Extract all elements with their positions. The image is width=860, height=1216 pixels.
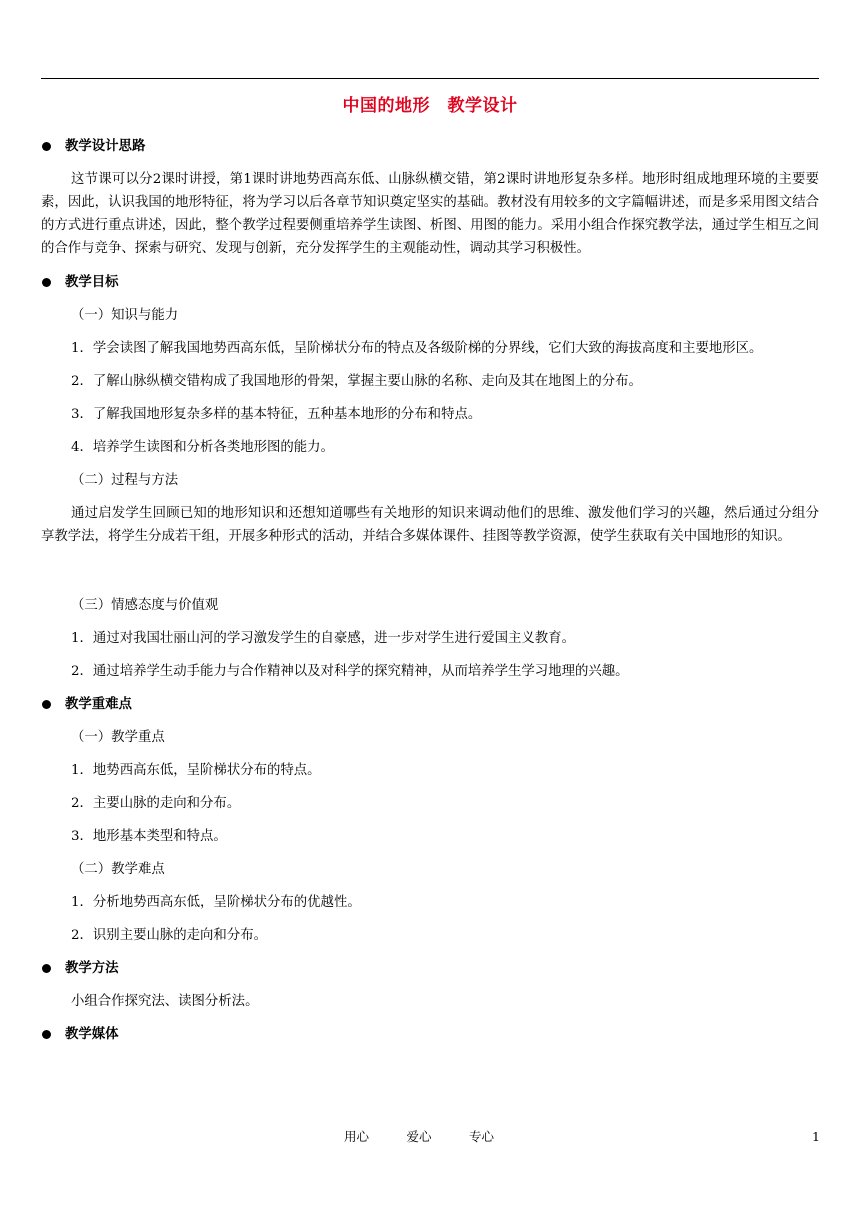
heading-text: 教学媒体 <box>65 1027 119 1042</box>
footer-motto: 用心 爱心 专心 <box>344 1129 495 1144</box>
list-item: 1．学会读图了解我国地势西高东低，呈阶梯状分布的特点及各级阶梯的分界线，它们大致的海拔高度和主要地形区。 <box>71 341 763 356</box>
list-item: 2．识别主要山脉的走向和分布。 <box>71 928 267 943</box>
subheading-knowledge: （一）知识与能力 <box>71 308 179 323</box>
list-item: 4．培养学生读图和分析各类地形图的能力。 <box>71 440 334 455</box>
list-item: 1．分析地势西高东低，呈阶梯状分布的优越性。 <box>71 895 361 910</box>
bullet-icon <box>42 142 51 151</box>
list-item: 2．通过培养学生动手能力与合作精神以及对科学的探究精神，从而培养学生学习地理的兴趣。 <box>71 664 629 679</box>
subheading-attitude: （三）情感态度与价值观 <box>71 598 219 613</box>
heading-text: 教学目标 <box>65 275 119 290</box>
heading-text: 教学方法 <box>65 961 119 976</box>
page-number: 1 <box>812 1129 820 1144</box>
bullet-icon <box>42 1030 51 1039</box>
header-rule <box>41 78 819 79</box>
subheading-key-points: （一）教学重点 <box>71 730 165 745</box>
page-footer <box>0 1127 860 1147</box>
bullet-icon <box>42 964 51 973</box>
document-body <box>41 135 819 1046</box>
heading-text: 教学重难点 <box>65 697 132 712</box>
list-item: 2．主要山脉的走向和分布。 <box>71 796 241 811</box>
list-item: 3．地形基本类型和特点。 <box>71 829 227 844</box>
section-heading-methods <box>41 957 819 980</box>
methods-text: 小组合作探究法、读图分析法。 <box>71 994 259 1009</box>
section-heading-design-ideas <box>41 135 819 158</box>
subheading-process: （二）过程与方法 <box>71 473 179 488</box>
section-heading-key-points <box>41 693 819 716</box>
list-item: 3．了解我国地形复杂多样的基本特征，五种基本地形的分布和特点。 <box>71 407 482 422</box>
list-item: 2．了解山脉纵横交错构成了我国地形的骨架，掌握主要山脉的名称、走向及其在地图上的分布。 <box>71 374 642 389</box>
paragraph-process: 通过启发学生回顾已知的地形知识和还想知道哪些有关地形的知识来调动他们的思维、激发他们学习的兴趣，然后通过分组分享教学法，将学生分成若干组，开展多种形式的活动，并结合多媒体课件、挂图等教学资源，使学生获取有关中国地形的知识。 <box>41 506 819 544</box>
document-title: 中国的地形 教学设计 <box>342 96 518 116</box>
subheading-difficulties: （二）教学难点 <box>71 862 165 877</box>
section-heading-media <box>41 1023 819 1046</box>
heading-text: 教学设计思路 <box>65 139 146 154</box>
list-item: 1．地势西高东低，呈阶梯状分布的特点。 <box>71 763 321 778</box>
list-item: 1．通过对我国壮丽山河的学习激发学生的自豪感，进一步对学生进行爱国主义教育。 <box>71 631 575 646</box>
paragraph-design-ideas: 这节课可以分2课时讲授，第1课时讲地势西高东低、山脉纵横交错，第2课时讲地形复杂多样。地形时组成地理环境的主要要素，因此，认识我国的地形特征，将为学习以后各章节知识奠定坚实的基础。教材没有用较多的文字篇幅讲述，而是多采用图文结合的方式进行重点讲述，因此，整个教学过程要侧重培养学生读图、析图、用图的能力。采用小组合作探究教学法，通过学生相互之间的合作与竞争、探索与研究、发现与创新，充分发挥学生的主观能动性，调动其学习积极性。 <box>41 172 819 256</box>
bullet-icon <box>42 278 51 287</box>
section-heading-objectives <box>41 271 819 294</box>
bullet-icon <box>42 700 51 709</box>
